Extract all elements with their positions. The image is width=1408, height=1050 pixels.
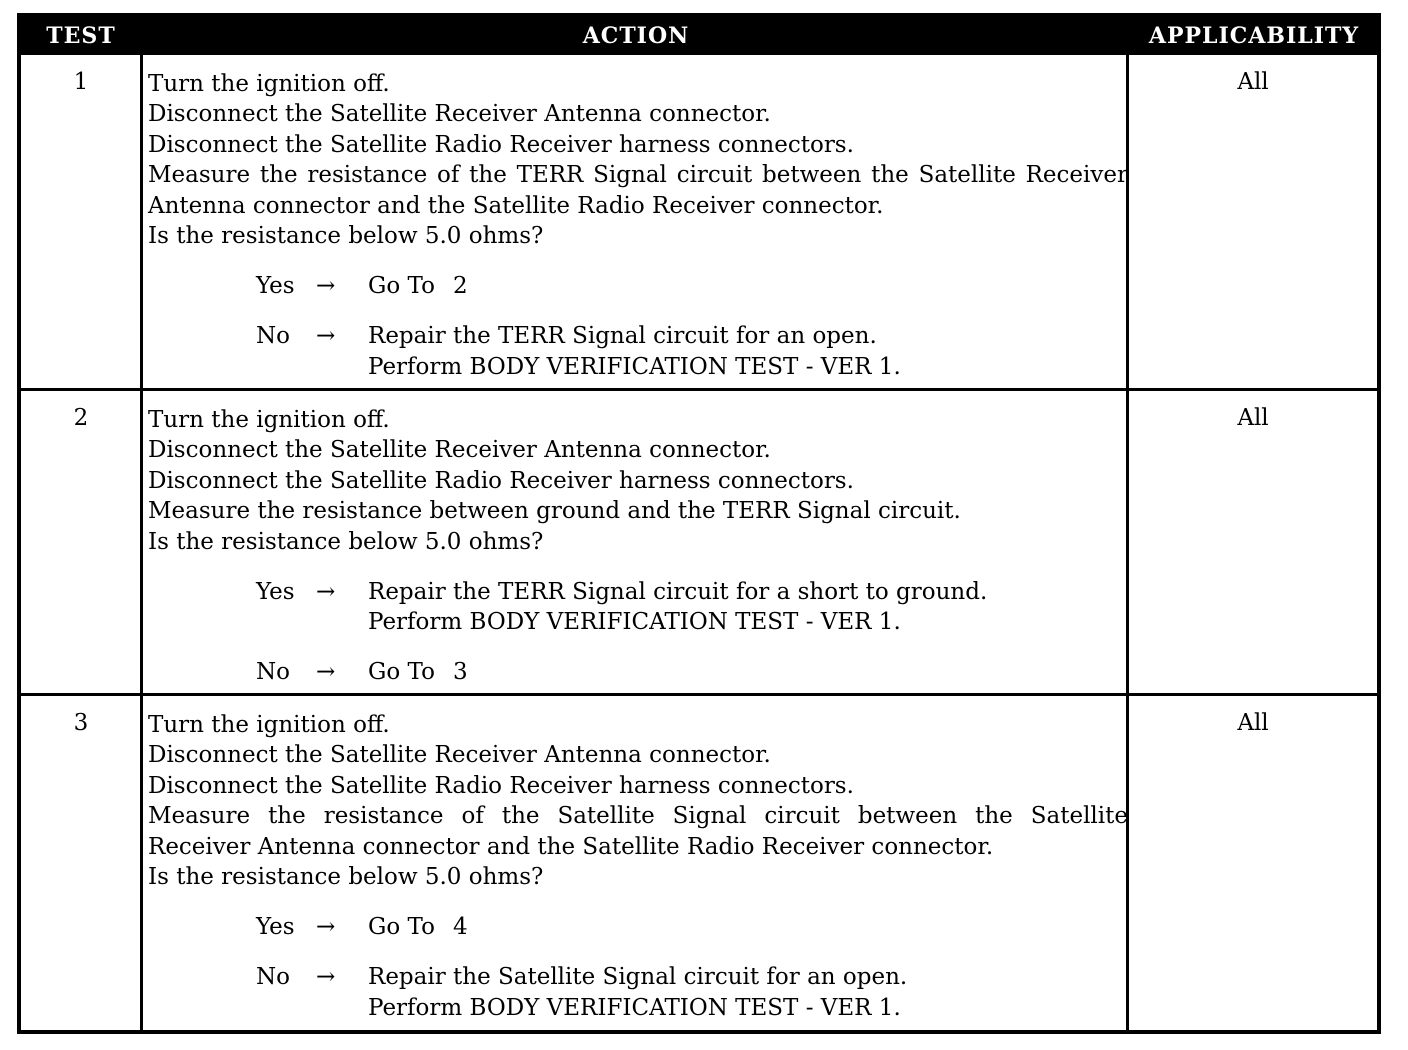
- result-text: [368, 577, 987, 638]
- diagnostic-table: [17, 13, 1381, 1034]
- result-line: Perform BODY VERIFICATION TEST - VER 1.: [368, 609, 901, 636]
- test-number: 2: [73, 405, 89, 431]
- action-step: Turn the ignition off.: [148, 71, 390, 97]
- yes-label: Yes: [256, 273, 295, 300]
- action-cell: [148, 69, 1128, 381]
- goto-test-link[interactable]: 3: [452, 659, 468, 686]
- yes-label: Yes: [256, 579, 295, 606]
- result-line: Repair the Satellite Signal circuit for an open.: [368, 964, 908, 991]
- no-label: No: [256, 659, 290, 686]
- action-step: Is the resistance below 5.0 ohms?: [148, 528, 544, 555]
- result-text: [368, 271, 468, 301]
- action-step: Disconnect the Satellite Receiver Antenna connector.: [148, 742, 771, 769]
- action-step: Disconnect the Satellite Receiver Antenna connector.: [148, 101, 771, 128]
- result-line: Perform BODY VERIFICATION TEST - VER 1.: [368, 353, 901, 380]
- arrow-right-icon: →: [316, 273, 336, 300]
- header-applicability: APPLICABILITY: [1148, 23, 1360, 49]
- action-cell: [148, 405, 1128, 687]
- result-line: Repair the TERR Signal circuit for an open.: [368, 323, 877, 350]
- action-step: Measure the resistance between ground and the TERR Signal circuit.: [148, 498, 961, 525]
- applicability-cell: All: [1237, 69, 1269, 95]
- result-line: Go To: [368, 273, 435, 300]
- yes-label: Yes: [256, 914, 295, 941]
- result-text: [368, 321, 901, 382]
- test-number: 3: [73, 710, 89, 736]
- action-step: Disconnect the Satellite Radio Receiver harness connectors.: [148, 772, 854, 799]
- no-result: [148, 657, 1128, 687]
- action-step: Measure the resistance of the Satellite Signal circuit between the Satellite Receiver Antenna connector and the Satellite Radio Receiver connector.: [148, 803, 1128, 860]
- action-step: Turn the ignition off.: [148, 712, 390, 738]
- applicability-cell: All: [1237, 710, 1269, 736]
- result-line: Repair the TERR Signal circuit for a short to ground.: [368, 579, 988, 606]
- table-row: [21, 391, 1377, 693]
- arrow-right-icon: →: [316, 323, 336, 350]
- goto-test-link[interactable]: 2: [452, 273, 468, 300]
- table-header: [21, 17, 1377, 55]
- yes-result: [148, 912, 1128, 942]
- action-step: Disconnect the Satellite Radio Receiver harness connectors.: [148, 131, 854, 158]
- header-action: ACTION: [582, 23, 690, 49]
- action-step: Disconnect the Satellite Receiver Antenna connector.: [148, 437, 771, 464]
- action-step: Is the resistance below 5.0 ohms?: [148, 864, 544, 891]
- table-row: [21, 55, 1377, 388]
- arrow-right-icon: →: [316, 964, 336, 991]
- action-step: Is the resistance below 5.0 ohms?: [148, 223, 544, 250]
- yes-result: [148, 271, 1128, 301]
- no-result: [148, 962, 1128, 1022]
- result-line: Perform BODY VERIFICATION TEST - VER 1.: [368, 994, 901, 1021]
- action-step: Disconnect the Satellite Radio Receiver harness connectors.: [148, 467, 854, 494]
- header-test: TEST: [46, 23, 116, 49]
- arrow-right-icon: →: [316, 659, 336, 686]
- test-number: 1: [73, 69, 89, 95]
- arrow-right-icon: →: [316, 914, 336, 941]
- result-line: Go To: [368, 914, 435, 941]
- action-step: Measure the resistance of the TERR Signal circuit between the Satellite Receiver Antenna connector and the Satellite Radio Receiver connector.: [148, 162, 1128, 219]
- result-text: [368, 912, 468, 942]
- no-label: No: [256, 964, 290, 991]
- arrow-right-icon: →: [316, 579, 336, 606]
- applicability-cell: All: [1237, 405, 1269, 431]
- result-text: [368, 657, 468, 687]
- goto-test-link[interactable]: 4: [452, 914, 468, 941]
- result-text: [368, 962, 907, 1023]
- yes-result: [148, 577, 1128, 637]
- action-cell: [148, 710, 1128, 1022]
- result-line: Go To: [368, 659, 435, 686]
- action-step: Turn the ignition off.: [148, 407, 390, 433]
- no-result: [148, 321, 1128, 381]
- no-label: No: [256, 323, 290, 350]
- table-row: [21, 696, 1377, 1030]
